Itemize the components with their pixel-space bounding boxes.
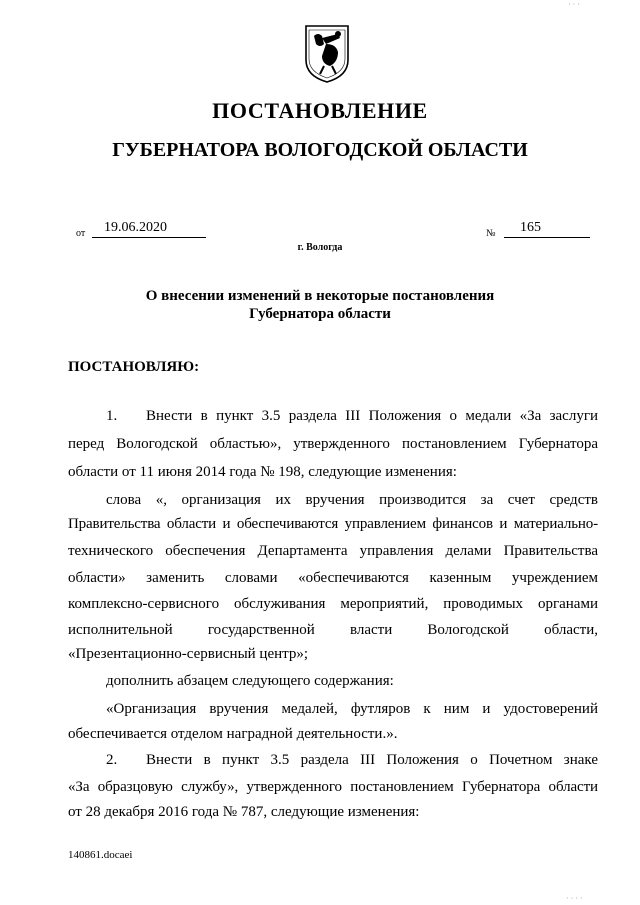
body-line: перед Вологодской областью», утвержденного постановлением Губернатора (68, 436, 598, 452)
date-label: от (76, 228, 86, 239)
body-line: Внести в пункт 3.5 раздела III Положения о медали «За заслуги (146, 408, 598, 424)
body-line: «Организация вручения медалей, футляров к ним и удостоверений (106, 701, 598, 717)
paragraph-number: 1. (106, 408, 118, 424)
body-line: «За образцовую службу», утвержденного постановлением Губернатора области (68, 779, 598, 795)
subject-line-2: Губернатора области (249, 306, 391, 322)
date-field (92, 220, 206, 238)
number-value: 165 (520, 220, 541, 235)
document-subtitle: ГУБЕРНАТОРА ВОЛОГОДСКОЙ ОБЛАСТИ (112, 139, 528, 161)
body-line: комплексно-сервисного обслуживания мероприятий, проводимых органами (68, 596, 598, 612)
coat-of-arms-emblem (302, 22, 352, 84)
body-line: дополнить абзацем следующего содержания: (106, 673, 394, 689)
number-field (504, 220, 590, 238)
document-title: ПОСТАНОВЛЕНИЕ (212, 98, 428, 123)
body-line: обеспечивается отделом наградной деятельности.». (68, 726, 398, 742)
body-line: области от 11 июня 2014 года № 198, следующие изменения: (68, 464, 457, 480)
body-line: исполнительной государственной власти Вологодской области, (68, 622, 598, 638)
number-label: № (486, 228, 496, 239)
city-label: г. Вологда (297, 242, 343, 253)
subject-line-1: О внесении изменений в некоторые постановления (145, 288, 495, 304)
scan-mark: · · · (568, 0, 580, 9)
body-line: Правительства области и обеспечиваются управлением финансов и материально- (68, 516, 598, 532)
file-code: 140861.docaei (68, 849, 133, 861)
date-value: 19.06.2020 (104, 220, 167, 235)
body-line: «Презентационно-сервисный центр»; (68, 646, 309, 662)
body-line: технического обеспечения Департамента управления делами Правительства (68, 543, 598, 559)
scan-mark: · · · · (566, 894, 583, 903)
paragraph-number: 2. (106, 752, 118, 768)
body-line: слова «, организация их вручения производится за счет средств (106, 492, 598, 508)
decree-heading: ПОСТАНОВЛЯЮ: (68, 359, 200, 375)
body-line: Внести в пункт 3.5 раздела III Положения о Почетном знаке (146, 752, 598, 768)
body-line: области» заменить словами «обеспечиваются казенным учреждением (68, 570, 598, 586)
body-line: от 28 декабря 2016 года № 787, следующие изменения: (68, 804, 420, 820)
